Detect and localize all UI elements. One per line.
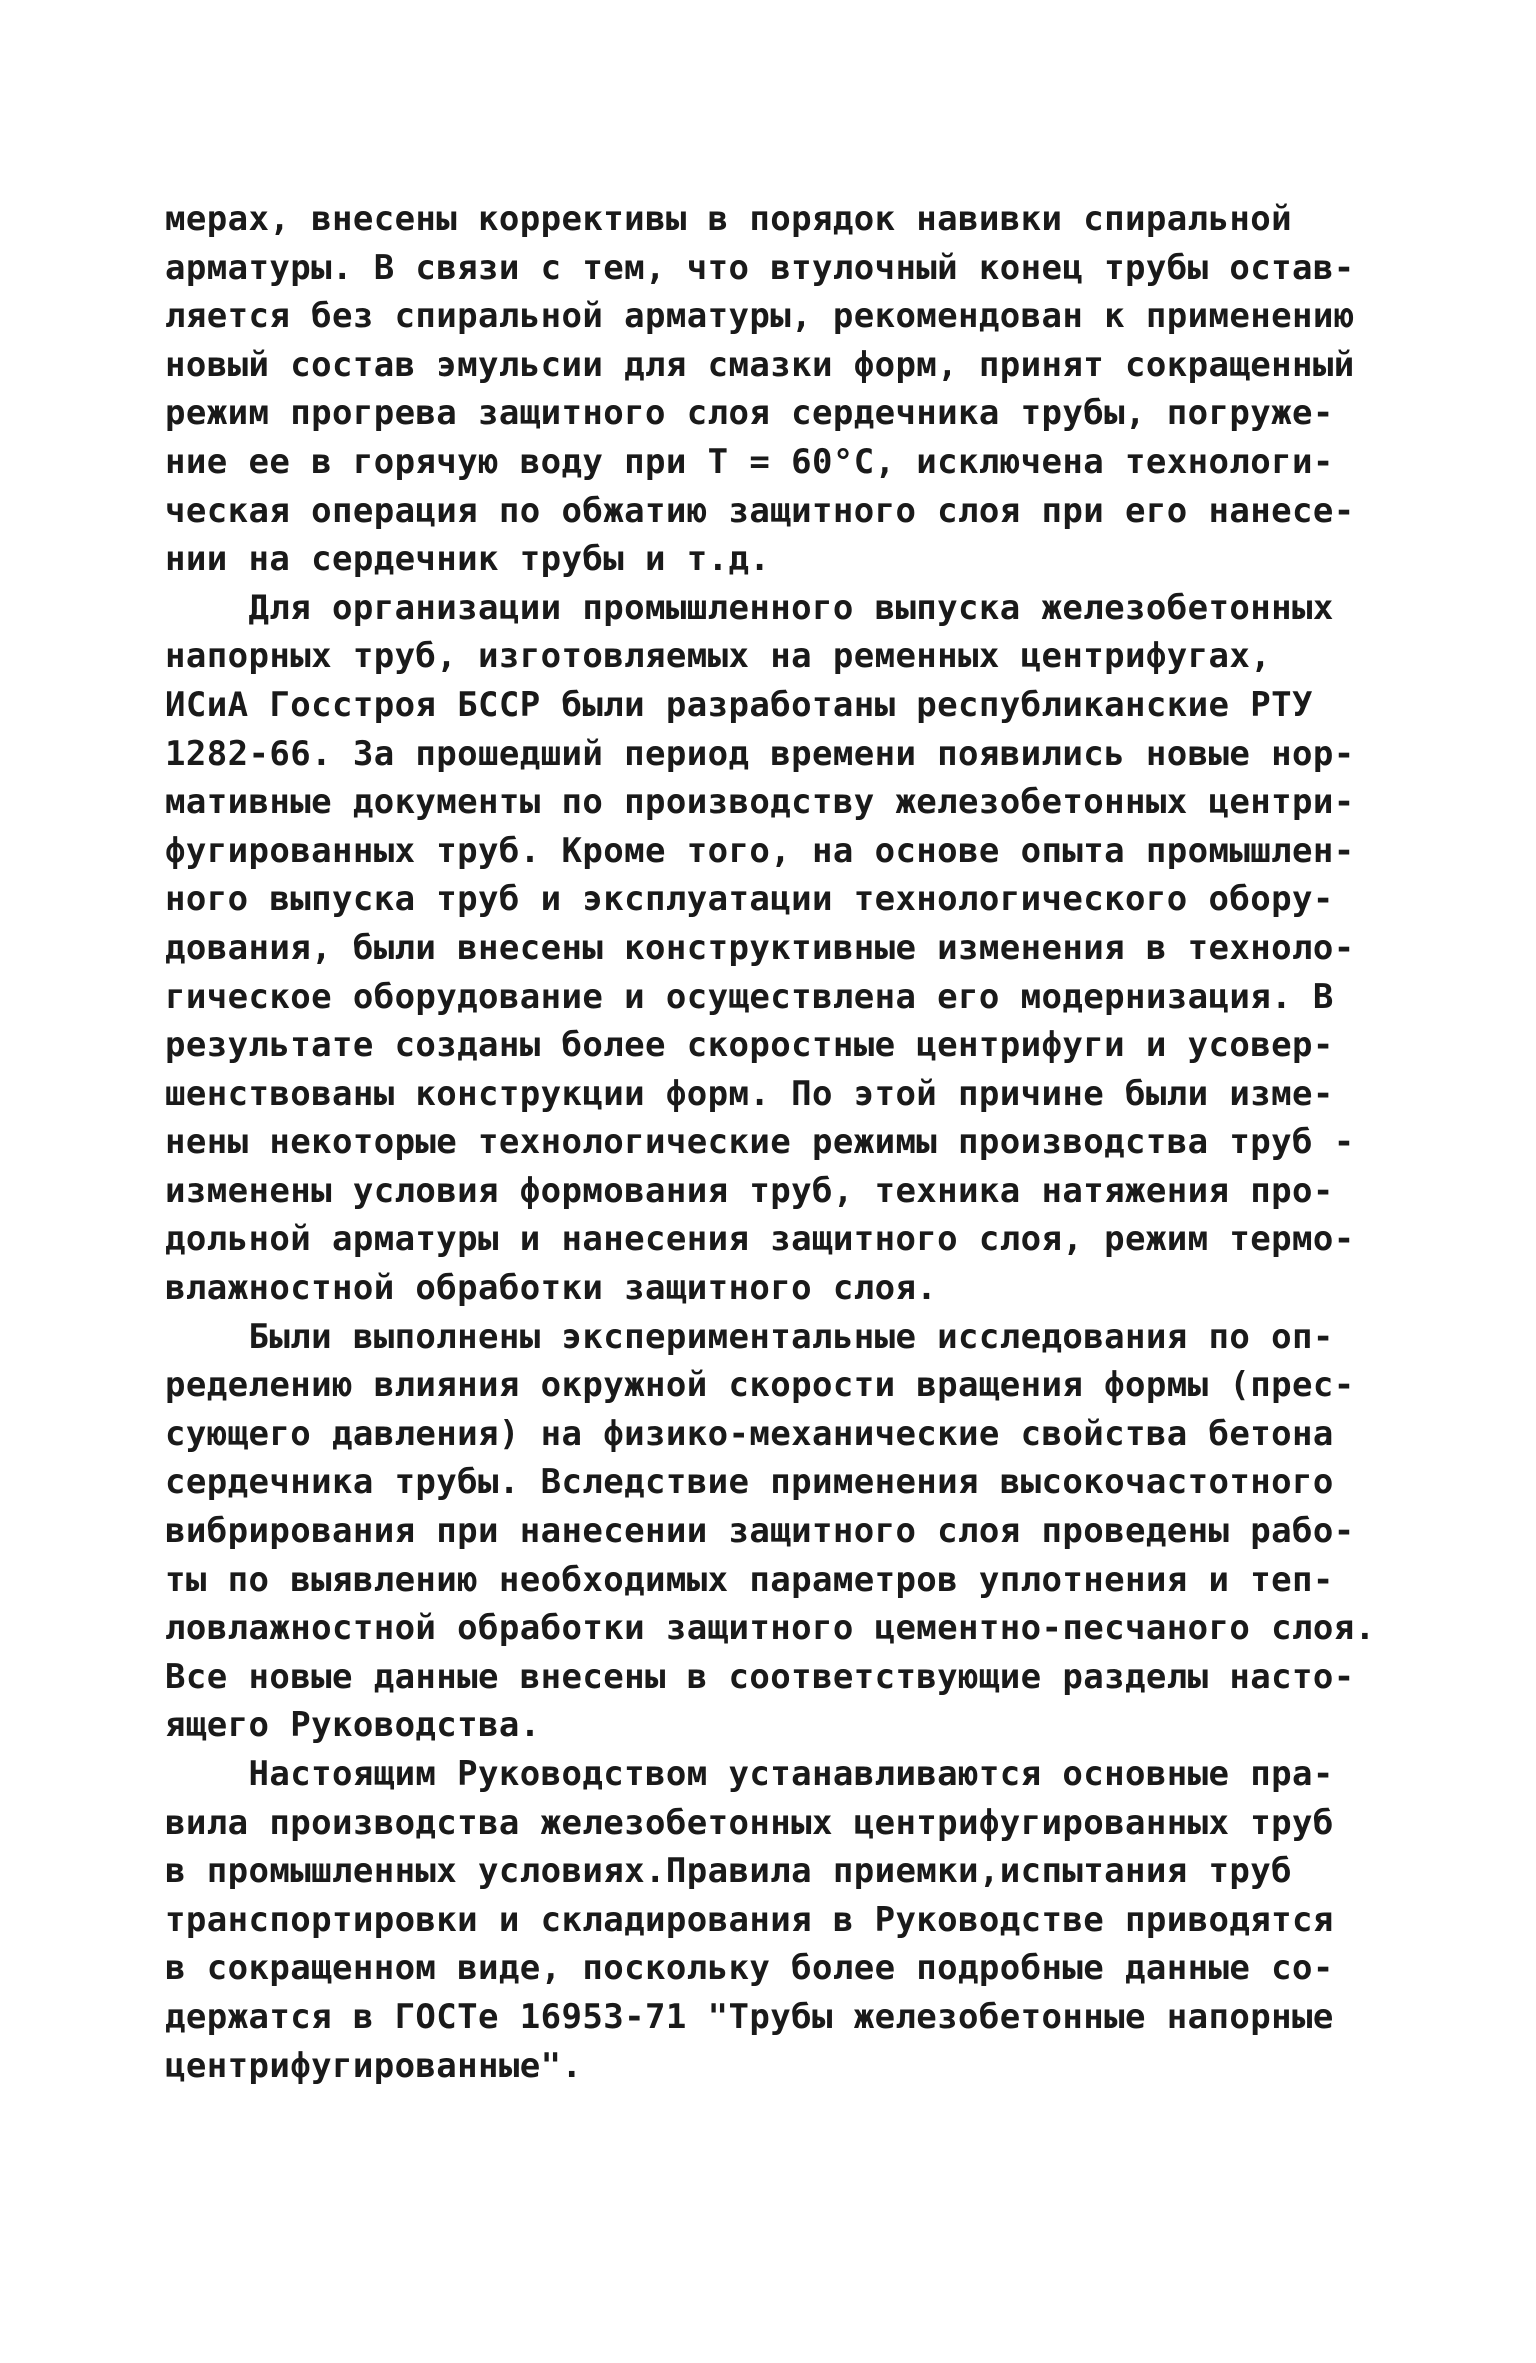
text-line: дольной арматуры и нанесения защитного слоя, режим термо- [165,1219,1355,1260]
text-line: Все новые данные внесены в соответствующие разделы насто- [165,1656,1355,1697]
text-line: нии на сердечник трубы и т.д. [165,539,771,580]
text-line: сердечника трубы. Вследствие применения высокочастотного [165,1462,1334,1503]
text-line: 1282-66. За прошедший период времени появились новые нор- [165,733,1355,774]
text-line: режим прогрева защитного слоя сердечника трубы, погруже- [165,393,1334,434]
text-line: вила производства железобетонных центрифугированных труб [165,1802,1334,1843]
text-line: гическое оборудование и осуществлена его модернизация. В [165,976,1334,1017]
text-line: ного выпуска труб и эксплуатации технологического обору- [165,879,1334,920]
paragraph-3 [165,1313,1376,1750]
paragraph-2 [165,584,1355,1313]
text-line: центрифугированные". [165,2045,583,2086]
text-line: ределению влияния окружной скорости вращения формы (прес- [165,1365,1355,1406]
text-line: ляется без спиральной арматуры, рекомендован к применению [165,296,1355,337]
text-line: держатся в ГОСТе 16953-71 "Трубы железобетонные напорные [165,1996,1334,2037]
text-line: влажностной обработки защитного слоя. [165,1268,938,1309]
text-line: изменены условия формования труб, техника натяжения про- [165,1170,1334,1211]
text-line: дования, были внесены конструктивные изменения в техноло- [165,927,1355,968]
text-line: в промышленных условиях.Правила приемки,испытания труб [165,1851,1292,1892]
text-line: новый состав эмульсии для смазки форм, принят сокращенный [165,344,1355,385]
text-line: Настоящим Руководством устанавливаются основные пра- [165,1754,1334,1794]
paragraph-1 [165,195,1355,584]
text-line: фугированных труб. Кроме того, на основе опыта промышлен- [165,830,1355,871]
text-line: мерах, внесены коррективы в порядок навивки спиральной [165,199,1292,239]
text-line: напорных труб, изготовляемых на ременных центрифугах, [165,636,1272,677]
text-line: нены некоторые технологические режимы производства труб - [165,1122,1355,1163]
body-text [165,195,1376,2090]
text-line: ловлажностной обработки защитного цементно-песчаного слоя. [165,1608,1376,1649]
text-line: ты по выявлению необходимых параметров уплотнения и теп- [165,1559,1334,1600]
text-line: Для организации промышленного выпуска железобетонных [165,587,1334,628]
text-line: мативные документы по производству железобетонных центри- [165,782,1355,823]
text-line: результате созданы более скоростные центрифуги и усовер- [165,1025,1334,1066]
text-line: ческая операция по обжатию защитного слоя при его нанесе- [165,490,1355,531]
paragraph-4 [165,1750,1345,2090]
text-line: Были выполнены экспериментальные исследования по оп- [165,1316,1334,1357]
text-line: вибрирования при нанесении защитного слоя проведены рабо- [165,1511,1355,1552]
text-line: транспортировки и складирования в Руководстве приводятся [165,1899,1334,1940]
text-line: арматуры. В связи с тем, что втулочный конец трубы остав- [165,247,1355,288]
text-line: шенствованы конструкции форм. По этой причине были изме- [165,1073,1334,1114]
text-line: в сокращенном виде, поскольку более подробные данные со- [165,1948,1334,1989]
text-line: ние ее в горячую воду при Т = 60°С, исключена технологи- [165,441,1334,482]
text-line: ИСиА Госстроя БССР были разработаны республиканские РТУ [165,684,1313,725]
text-line: сующего давления) на физико-механические свойства бетона [165,1413,1334,1454]
text-line: ящего Руководства. [165,1705,541,1746]
